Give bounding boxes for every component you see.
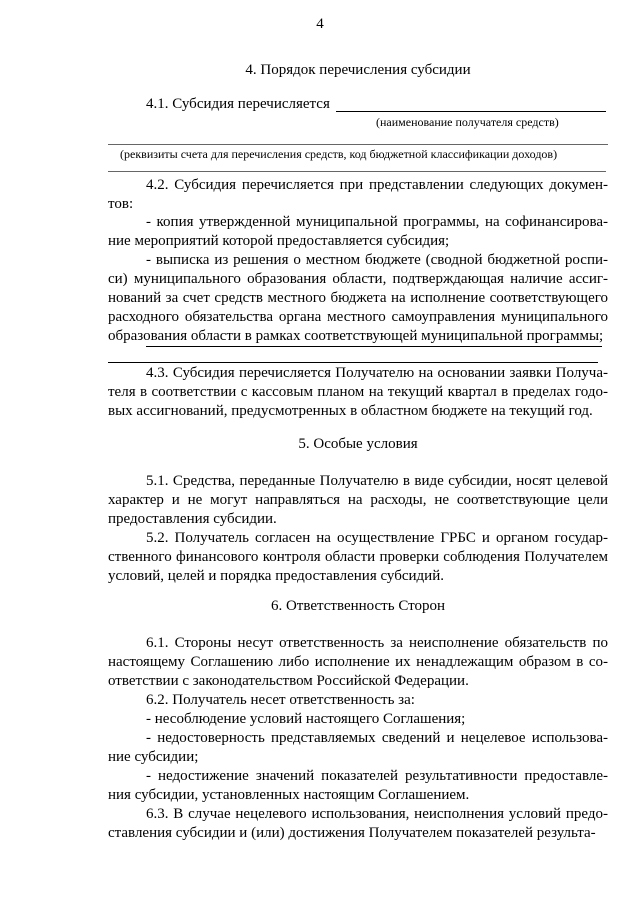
clause-4-2-blank-line-2 <box>108 362 598 363</box>
bank-details-caption: (реквизиты счета для перечисления средств, код бюджетной классификации доходов) <box>120 147 558 161</box>
clause-4-2-item-2: - выписка из решения о местном бюджете (сводной бюджетной роспи-си) муниципального образования области, подтверждающая наличие ассиг-нований за счет средств местного бюджета на исполнение соответствующего расходного обязательства органа местного самоуправления муниципального образования области в рамках соответствующей муниципальной программы; <box>108 252 608 344</box>
clause-5-1: 5.1. Средства, переданные Получателю в виде субсидии, носят целевой характер и не могут направляться на расходы, не соответствующие цели предоставления субсидии. <box>108 473 608 527</box>
clause-4-2-item-1: - копия утвержденной муниципальной программы, на софинансирова-ние мероприятий которой предоставляется субсидия; <box>108 214 608 249</box>
recipient-caption: (наименование получателя средств) <box>376 115 559 129</box>
clause-4-2-blank-line-1 <box>146 346 602 347</box>
clause-5-2: 5.2. Получатель согласен на осуществление ГРБС и органом государ-ственного финансового контроля области проверки соблюдения Получателем условий, целей и порядка предоставления субсидий. <box>108 530 608 584</box>
section-5-heading: 5. Особые условия <box>298 436 418 452</box>
clause-6-2-item-1: - несоблюдение условий настоящего Соглашения; <box>146 711 466 727</box>
clause-6-2: 6.2. Получатель несет ответственность за: <box>146 692 415 708</box>
section-4-heading: 4. Порядок перечисления субсидии <box>245 62 471 78</box>
page-number: 4 <box>316 16 324 32</box>
clause-6-3: 6.3. В случае нецелевого использования, неисполнения условий предо-ставления субсидии и (или) достижения Получателем показателей результа- <box>108 806 608 841</box>
clause-6-2-item-3: - недостижение значений показателей результативности предоставле-ния субсидии, установленных настоящим Соглашением. <box>108 768 608 803</box>
clause-4-2-intro: 4.2. Субсидия перечисляется при представлении следующих докумен-тов: <box>108 177 608 212</box>
clause-4-3: 4.3. Субсидия перечисляется Получателю на основании заявки Получа-теля в соответствии с кассовым планом на текущий квартал в пределах годо-вых ассигнований, предусмотренных в областном бюджете на текущий год. <box>108 365 608 419</box>
clause-6-1: 6.1. Стороны несут ответственность за неисполнение обязательств по настоящему Соглашению либо исполнение их ненадлежащим образом в со-ответствии с законодательством Российской Федерации. <box>108 635 608 689</box>
clause-4-1-label: 4.1. Субсидия перечисляется <box>146 96 330 112</box>
section-6-heading: 6. Ответственность Сторон <box>270 598 446 614</box>
recipient-blank-line <box>336 111 606 112</box>
bank-details-blank-line <box>108 144 608 145</box>
bank-details-blank-line-2 <box>108 171 606 172</box>
clause-6-2-item-2: - недостоверность представляемых сведений и нецелевое использова-ние субсидии; <box>108 730 608 765</box>
